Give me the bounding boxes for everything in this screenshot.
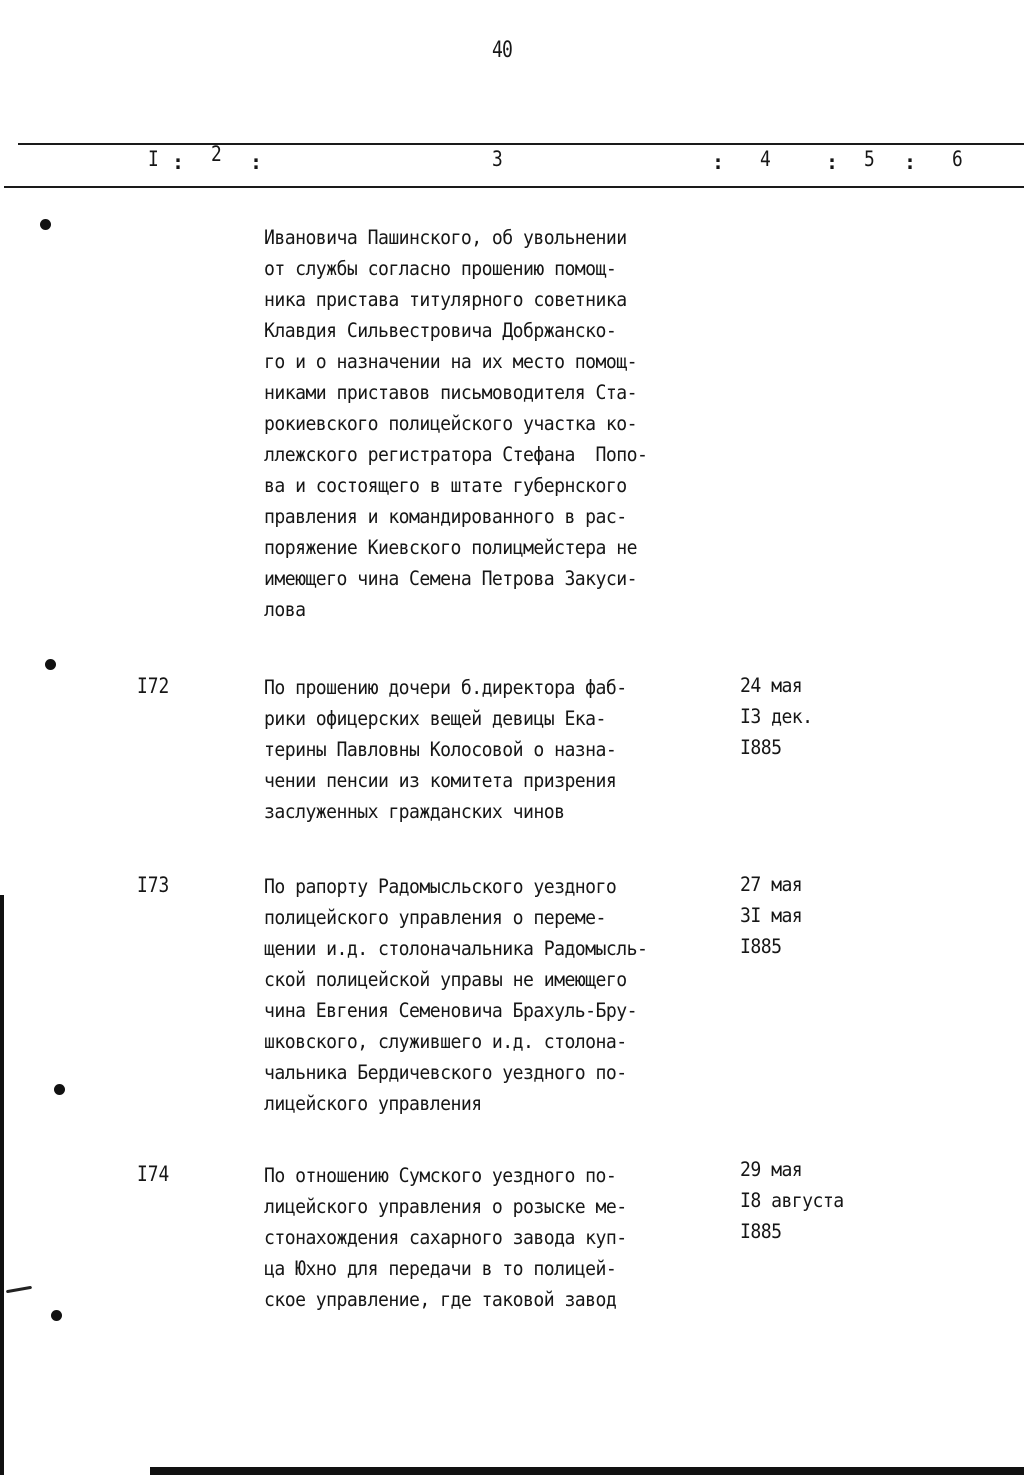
entry-dates (740, 1154, 844, 1247)
header-top-rule (18, 143, 1024, 145)
entry-dates (740, 869, 802, 962)
text-line: чина Евгения Семеновича Брахуль-Бру- (264, 999, 637, 1022)
text-line: лицейского управления о розыске ме- (264, 1195, 627, 1218)
column-header-6: 6 (952, 147, 963, 171)
entry-description (264, 672, 627, 827)
date-start: 29 мая (740, 1158, 803, 1181)
page-number: 40 (492, 38, 513, 63)
column-separator: : (904, 150, 917, 174)
column-separator: : (712, 150, 725, 174)
text-line: ской полицейской управы не имеющего (264, 968, 627, 991)
entry-description (264, 222, 647, 625)
punch-hole-mark (40, 219, 51, 230)
column-header-5: 5 (864, 147, 875, 171)
text-line: поряжение Киевского полицмейстера не (264, 536, 637, 559)
text-line: По рапорту Радомысльского уездного (264, 875, 617, 898)
header-bottom-rule (4, 186, 1024, 188)
text-line: лицейского управления (264, 1092, 482, 1115)
entry-number: I73 (137, 873, 170, 897)
text-line: от службы согласно прошению помощ- (264, 257, 617, 280)
column-separator: : (250, 150, 263, 174)
entry-description (264, 871, 647, 1119)
punch-hole-mark (45, 659, 56, 670)
entry-dates (740, 670, 813, 763)
text-line: шковского, служившего и.д. столона- (264, 1030, 627, 1053)
text-line: рокиевского полицейского участка ко- (264, 412, 637, 435)
text-line: правления и командированного в рас- (264, 505, 627, 528)
text-line: ника пристава титулярного советника (264, 288, 627, 311)
date-year: I885 (740, 1220, 782, 1243)
text-line: По прошению дочери б.директора фаб- (264, 676, 627, 699)
entry-number: I74 (137, 1162, 170, 1186)
date-year: I885 (740, 935, 782, 958)
text-line: чальника Бердичевского уездного по- (264, 1061, 627, 1084)
text-line: По отношению Сумского уездного по- (264, 1164, 617, 1187)
date-start: 27 мая (740, 873, 803, 896)
column-header-1: I (148, 147, 159, 171)
scan-edge-bottom (150, 1467, 1024, 1475)
column-header-2: 2 (211, 142, 222, 166)
entry-description (264, 1160, 627, 1315)
text-line: Клавдия Сильвестровича Добржанско- (264, 319, 617, 342)
text-line: никами приставов письмоводителя Ста- (264, 381, 637, 404)
text-line: имеющего чина Семена Петрова Закуси- (264, 567, 637, 590)
column-separator: : (172, 150, 185, 174)
text-line: Ивановича Пашинского, об увольнении (264, 226, 627, 249)
text-line: рики офицерских вещей девицы Ека- (264, 707, 606, 730)
date-end: I8 августа (740, 1189, 844, 1212)
text-line: заслуженных гражданских чинов (264, 800, 565, 823)
text-line: ллежского регистратора Стефана Попо- (264, 443, 648, 466)
entry-number: I72 (137, 674, 170, 698)
text-line: стонахождения сахарного завода куп- (264, 1226, 627, 1249)
text-line: щении и.д. столоначальника Радомысль- (264, 937, 648, 960)
column-header-3: 3 (492, 147, 503, 171)
date-start: 24 мая (740, 674, 803, 697)
text-line: полицейского управления о переме- (264, 906, 606, 929)
punch-hole-mark (54, 1084, 65, 1095)
margin-pen-stroke (6, 1286, 32, 1293)
text-line: чении пенсии из комитета призрения (264, 769, 617, 792)
text-line: ца Юхно для передачи в то полицей- (264, 1257, 617, 1280)
punch-hole-mark (51, 1310, 62, 1321)
column-separator: : (826, 150, 839, 174)
text-line: го и о назначении на их место помощ- (264, 350, 637, 373)
text-line: ское управление, где таковой завод (264, 1288, 617, 1311)
date-end: I3 дек. (740, 705, 813, 728)
date-end: 3I мая (740, 904, 803, 927)
text-line: ва и состоящего в штате губернского (264, 474, 627, 497)
text-line: терины Павловны Колосовой о назна- (264, 738, 617, 761)
text-line: лова (264, 598, 306, 621)
scan-edge-left (0, 895, 4, 1475)
date-year: I885 (740, 736, 782, 759)
column-header-4: 4 (760, 147, 771, 171)
